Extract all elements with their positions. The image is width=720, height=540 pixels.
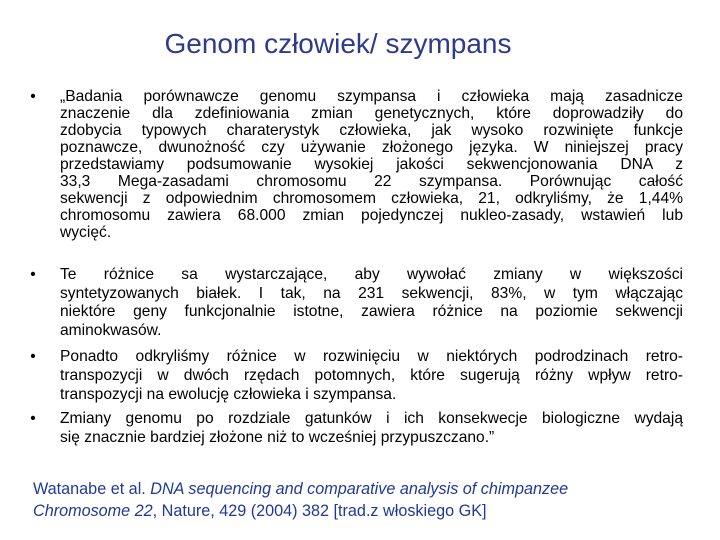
citation: [33, 478, 568, 522]
citation-title-1: DNA sequencing and comparative analysis of chimpanzee: [150, 480, 569, 498]
text-line: transpozycji na ewolucję człowieka i szympansa.: [60, 386, 397, 403]
citation-authors: Watanabe et al.: [33, 480, 151, 498]
text-line: niektóre geny funkcjonalnie istotne, zawiera różnice na poziomie sekwencji: [60, 303, 683, 321]
text-line: chromosomu zawiera 68.000 zmian pojedynczej nukleo-zasady, wstawień lub: [60, 207, 683, 224]
text-line: 33,3 Mega-zasadami chromosomu 22 szympansa. Porównując całość: [60, 173, 683, 190]
citation-line-2: [33, 500, 568, 522]
text-line: zdobycia typowych charaterystyk człowieka, jak wysoko rozwinięte funkcje: [60, 122, 683, 139]
text-line: Ponadto odkryliśmy różnice w rozwinięciu w niektórych podrodzinach retro-: [60, 348, 683, 365]
slide-title: Genom człowiek/ szympans: [164, 28, 512, 59]
bullet-text: [60, 409, 683, 447]
text-line: syntetyzowanych białek. I tak, na 231 sekwencji, 83%, w tym włączając: [60, 284, 683, 302]
text-line: Zmiany genomu po rozdziale gatunków i ich konsekwecje biologiczne wydają: [60, 410, 683, 427]
text-line: Te różnice sa wystarczające, aby wywołać zmiany w większości: [60, 266, 683, 283]
bullet-text: [60, 347, 683, 404]
citation-title-2: Chromosome 22: [33, 502, 153, 520]
bullet-icon: •: [30, 266, 36, 283]
text-line: się znacznie bardziej złożone niż to wcześniej przypuszczano.”: [60, 429, 495, 446]
citation-line-1: [33, 478, 568, 500]
text-line: wycięć.: [60, 224, 112, 241]
text-line: poznawcze, dwunożność czy używanie złożonego języka. W niniejszej pracy: [60, 139, 683, 156]
text-line: transpozycji w dwóch rzędach potomnych, które sugerują różny wpływ retro-: [60, 367, 683, 384]
bullet-icon: •: [30, 410, 36, 427]
bullet-text: [60, 266, 683, 341]
text-line: sekwencji z odpowiednim chromosomem człowieka, 21, odkryliśmy, że 1,44%: [60, 190, 683, 207]
text-line: „Badania porównawcze genomu szympansa i człowieka mają zasadnicze: [60, 88, 683, 105]
bullet-text: [60, 88, 683, 241]
text-line: aminokwasów.: [60, 322, 162, 340]
citation-source: , Nature, 429 (2004) 382 [trad.z włoskiego GK]: [152, 502, 487, 520]
bullet-icon: •: [30, 88, 36, 105]
text-line: znaczenie dla zdefiniowania zmian genetycznych, które doprowadziły do: [60, 105, 683, 122]
bullet-icon: •: [30, 348, 36, 365]
text-line: przedstawiamy podsumowanie wysokiej jakości sekwencjonowania DNA z: [60, 156, 683, 173]
